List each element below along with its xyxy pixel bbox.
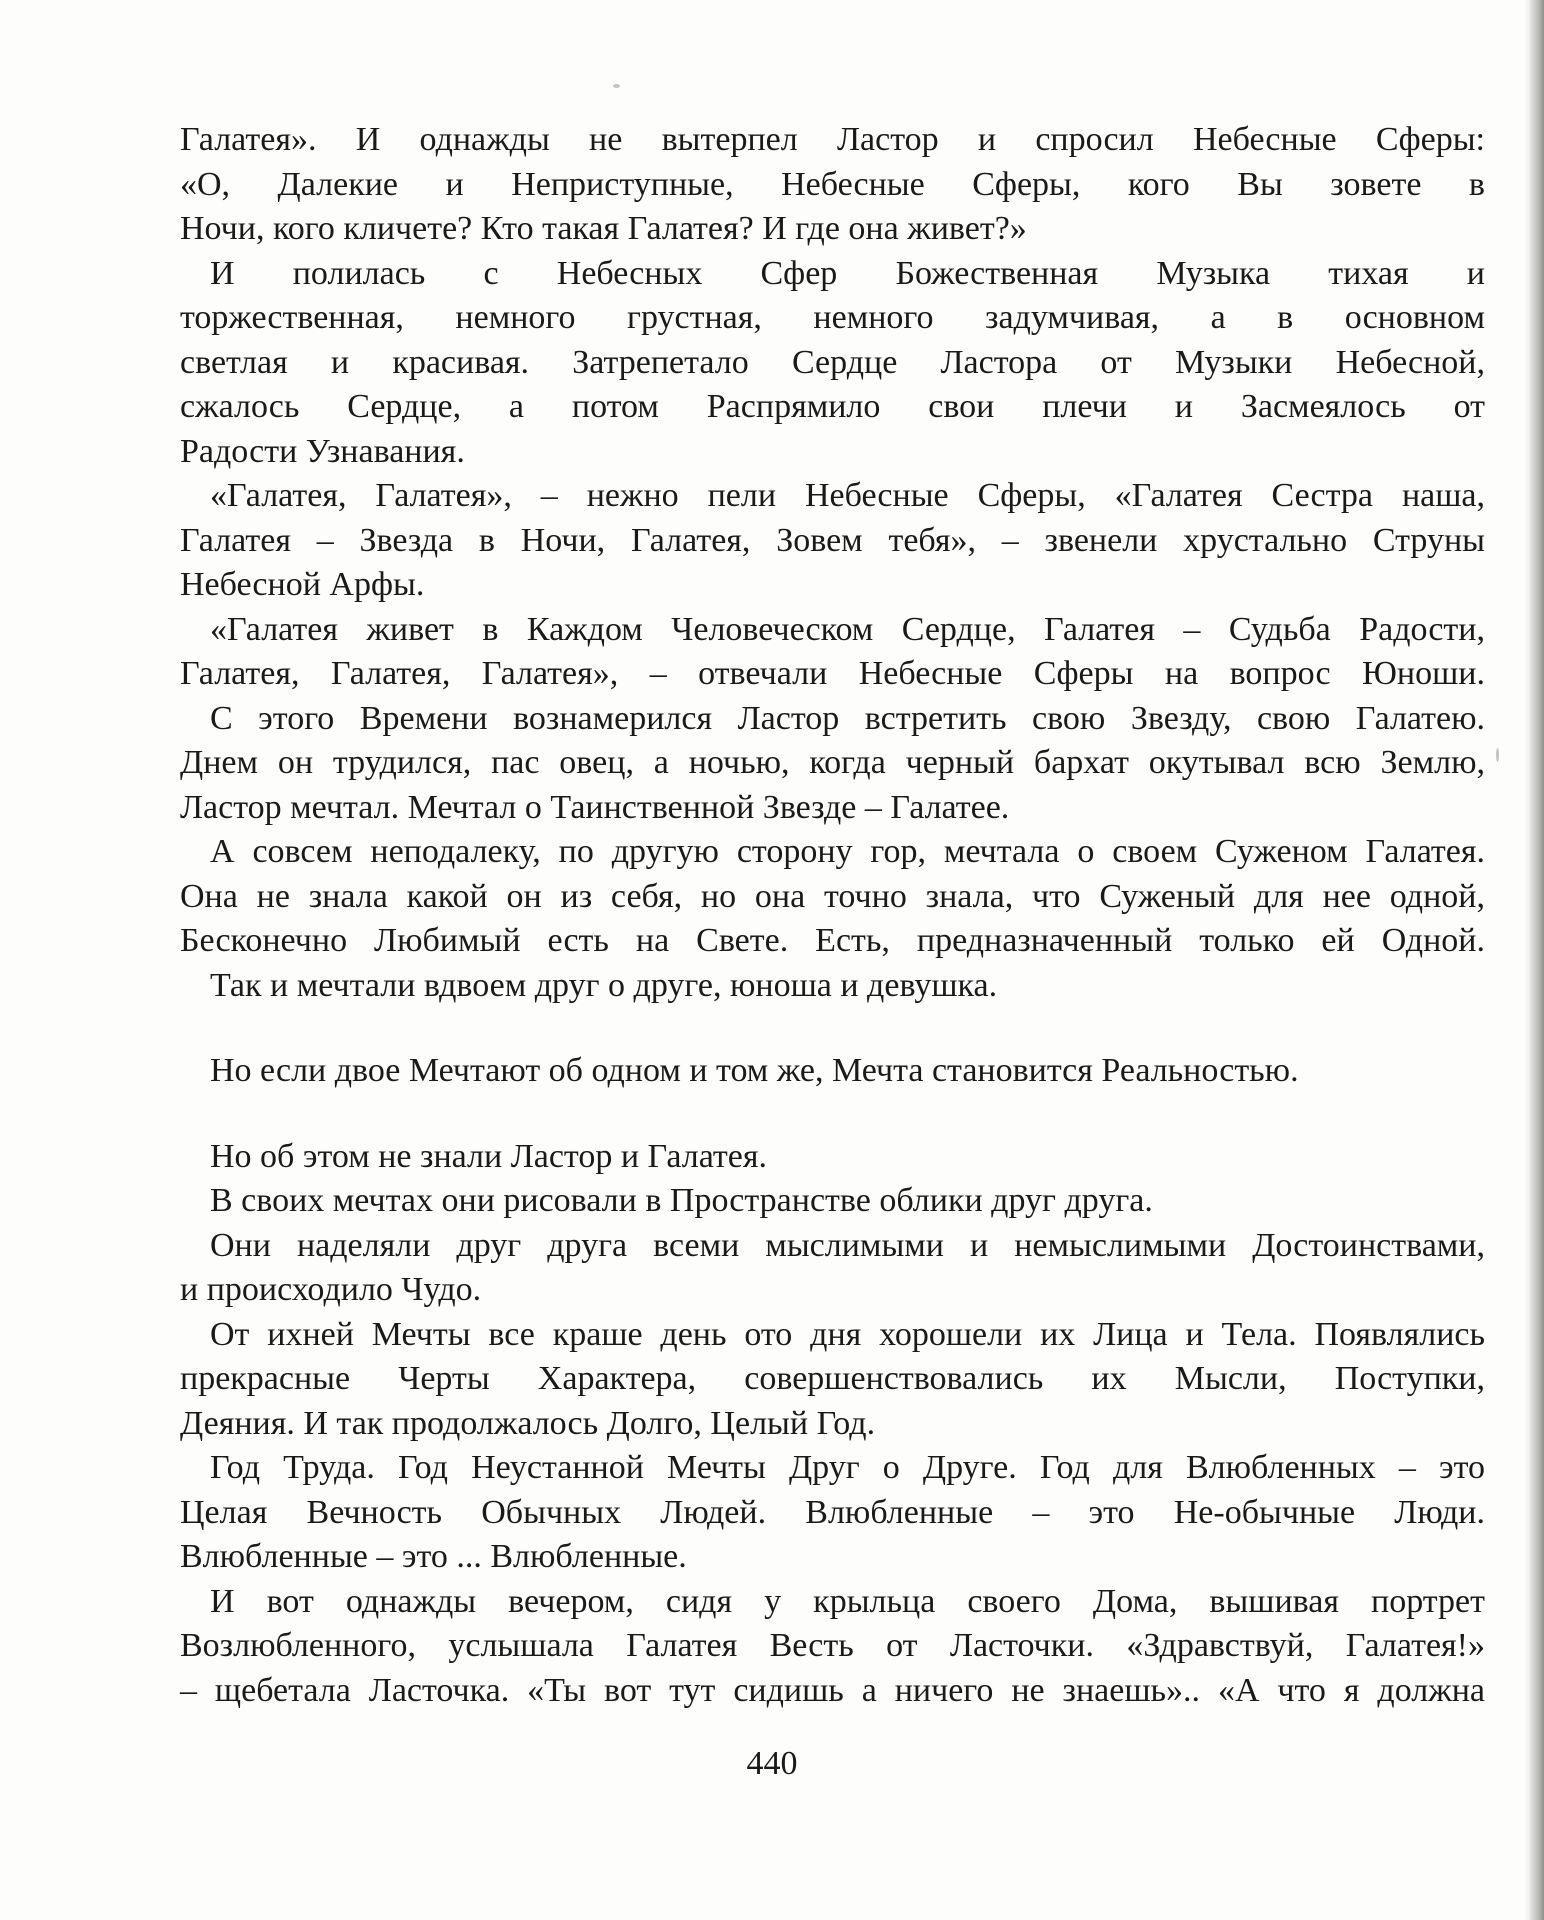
text-line: прекрасные Черты Характера, совершенствовались их Мысли, Поступки, — [180, 1360, 1485, 1397]
text-line: светлая и красивая. Затрепетало Сердце Ластора от Музыки Небесной, — [180, 343, 1485, 381]
text-line: Деяния. И так продолжалось Долго, Целый Год. — [180, 1404, 876, 1442]
text-line: Так и мечтали вдвоем друг о друге, юноша и девушка. — [210, 966, 998, 1004]
scan-speck — [613, 84, 620, 88]
text-line: В своих мечтах они рисовали в Пространстве облики друг друга. — [210, 1182, 1153, 1219]
text-line: Днем он трудился, пас овец, а ночью, когда черный бархат окутывал всю Землю, — [180, 744, 1485, 781]
text-line: С этого Времени вознамерился Ластор встретить свою Звезду, свою Галатею. — [210, 699, 1485, 737]
text-line: Возлюбленного, услышала Галатея Весть от Ласточки. «Здравствуй, Галатея!» — [180, 1627, 1485, 1664]
text-line: – щебетала Ласточка. «Ты вот тут сидишь а ничего не знаешь».. «А что я должна — [180, 1671, 1485, 1709]
text-line: Галатея – Звезда в Ночи, Галатея, Зовем тебя», – звенели хрустально Струны — [180, 521, 1485, 559]
text-line: От ихней Мечты все краше день ото дня хорошели их Лица и Тела. Появлялись — [210, 1315, 1485, 1353]
text-line: Но об этом не знали Ластор и Галатея. — [210, 1137, 767, 1175]
text-line: «Галатея живет в Каждом Человеческом Сердце, Галатея – Судьба Радости, — [210, 610, 1485, 648]
text-line: Год Труда. Год Неустанной Мечты Друг о Друге. Год для Влюбленных – это — [210, 1449, 1485, 1486]
text-line: Они наделяли друг друга всеми мыслимыми и немыслимыми Достоинствами, — [210, 1226, 1485, 1264]
text-line: Ластор мечтал. Мечтал о Таинственной Звезде – Галатее. — [180, 788, 1010, 826]
paragraph-gap — [180, 1094, 1485, 1135]
text-line: Галатея, Галатея, Галатея», – отвечали Небесные Сферы на вопрос Юноши. — [180, 655, 1485, 692]
text-line: Небесной Арфы. — [180, 566, 425, 603]
text-line: Целая Вечность Обычных Людей. Влюбленные – это Не-обычные Люди. — [180, 1493, 1485, 1531]
text-line: Влюбленные – это ... Влюбленные. — [180, 1538, 687, 1575]
text-line: и происходило Чудо. — [180, 1271, 482, 1308]
scan-speck — [1496, 748, 1499, 762]
text-line: «О, Далекие и Неприступные, Небесные Сферы, кого Вы зовете в — [180, 165, 1485, 203]
paragraph-gap — [180, 1008, 1485, 1049]
scan-page-edge — [1530, 0, 1544, 1920]
text-line: торжественная, немного грустная, немного задумчивая, а в основном — [180, 299, 1485, 336]
text-line: А совсем неподалеку, по другую сторону гор, мечтала о своем Суженом Галатея. — [210, 833, 1485, 870]
text-line: Она не знала какой он из себя, но она точно знала, что Суженый для нее одной, — [180, 877, 1485, 915]
text-line: Бесконечно Любимый есть на Свете. Есть, предназначенный только ей Одной. — [180, 922, 1485, 959]
text-line: Ночи, кого кличете? Кто такая Галатея? И где она живет?» — [180, 210, 1027, 247]
text-line: Но если двое Мечтают об одном и том же, Мечта становится Реальностью. — [210, 1052, 1299, 1089]
text-line: Галатея». И однажды не вытерпел Ластор и спросил Небесные Сферы: — [180, 121, 1485, 158]
page-number: 440 — [746, 1745, 798, 1782]
text-line: «Галатея, Галатея», – нежно пели Небесные Сферы, «Галатея Сестра наша, — [210, 477, 1485, 514]
text-line: Радости Узнавания. — [180, 432, 465, 470]
text-line: сжалось Сердце, а потом Распрямило свои плечи и Засмеялось от — [180, 388, 1485, 425]
text-line: И вот однажды вечером, сидя у крыльца своего Дома, вышивая портрет — [210, 1582, 1485, 1620]
text-line: И полилась с Небесных Сфер Божественная Музыка тихая и — [210, 254, 1485, 292]
page-text — [180, 118, 1485, 1713]
